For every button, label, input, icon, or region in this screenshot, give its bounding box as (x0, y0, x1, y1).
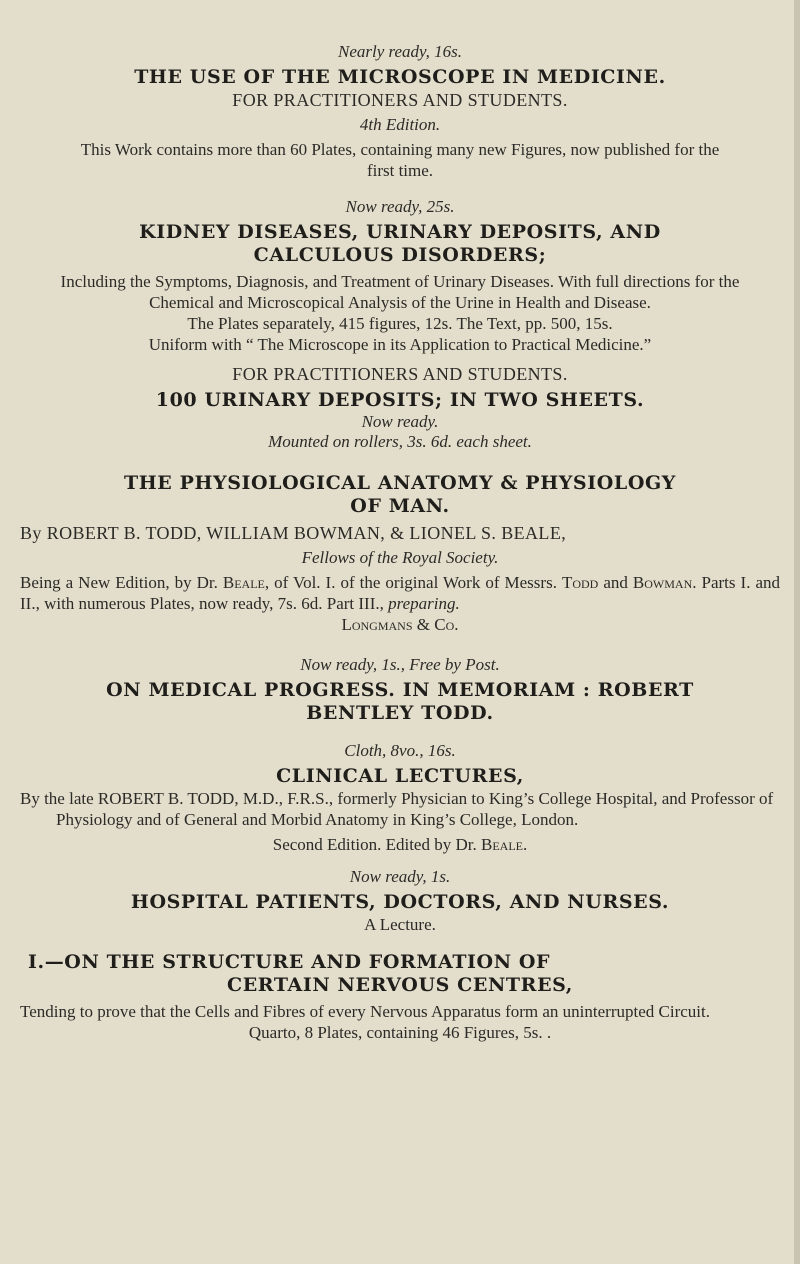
book-subtitle: A Lecture. (364, 915, 436, 934)
audience-line: FOR PRACTITIONERS AND STUDENTS. (232, 364, 568, 384)
availability-note: Now ready. (361, 412, 439, 431)
medical-progress-listing (20, 655, 780, 725)
hospital-patients-listing (20, 867, 780, 935)
description-mid: , of Vol. I. of the original Work of Messrs. (264, 573, 562, 592)
urinary-deposits-sheets-listing (20, 363, 780, 452)
book-title-line-2: CALCULOUS DISORDERS; (253, 244, 547, 266)
book-title-line-2: CERTAIN NERVOUS CENTRES, (226, 974, 574, 996)
edition-name: Beale. (480, 835, 528, 854)
book-title: THE USE OF THE MICROSCOPE IN MEDICINE. (134, 66, 666, 88)
book-title-line-1: ON MEDICAL PROGRESS. IN MEMORIAM : ROBERT (106, 679, 694, 701)
uniform-with-line: Uniform with “ The Microscope in its Application to Practical Medicine.” (148, 335, 652, 354)
book-title-line-1: THE PHYSIOLOGICAL ANATOMY & PHYSIOLOGY (124, 472, 676, 494)
book-description: Including the Symptoms, Diagnosis, and Treatment of Urinary Diseases. With full directions for the Chemical and Microscopical Analysis of the Urine in Health and Disease. (60, 272, 740, 312)
book-title: CLINICAL LECTURES, (276, 765, 524, 787)
kidney-diseases-listing (20, 197, 780, 355)
mounting-note: Mounted on rollers, 3s. 6d. each sheet. (268, 432, 532, 451)
preparing-note: preparing. (388, 594, 460, 613)
book-title: HOSPITAL PATIENTS, DOCTORS, AND NURSES. (130, 891, 670, 913)
availability-note: Now ready, 25s. (345, 197, 455, 216)
authors-line: By ROBERT B. TODD, WILLIAM BOWMAN, & LIONEL S. BEALE, (20, 523, 567, 543)
advertisement-column (20, 42, 780, 1043)
plates-price-line: Quarto, 8 Plates, containing 46 Figures, 5s. . (248, 1023, 552, 1042)
edition-text: Second Edition. Edited by Dr. (272, 835, 481, 854)
fellows-note: Fellows of the Royal Society. (301, 548, 499, 567)
book-description: This Work contains more than 60 Plates, containing many new Figures, now published for the first time. (80, 140, 720, 180)
availability-note: Now ready, 1s., Free by Post. (300, 655, 500, 674)
book-title: 100 URINARY DEPOSITS; IN TWO SHEETS. (155, 389, 645, 411)
book-description: By the late ROBERT B. TODD, M.D., F.R.S., formerly Physician to King’s College Hospital, and Professor of Physiology and of General and Morbid Anatomy in King’s College, London. (20, 789, 774, 829)
clinical-lectures-listing (20, 741, 780, 855)
plates-price-line: The Plates separately, 415 figures, 12s. The Text, pp. 500, 15s. (187, 314, 613, 333)
availability-note: Now ready, 1s. (349, 867, 451, 886)
description-start: Being a New Edition, by Dr. (20, 573, 223, 592)
book-title-line-2: OF MAN. (350, 495, 450, 517)
name-bowman: Bowman (632, 573, 693, 592)
physiological-anatomy-listing (20, 472, 780, 635)
edition-line (20, 834, 780, 855)
publisher-line: Longmans & Co. (341, 615, 459, 634)
page-edge (794, 0, 800, 1264)
book-description: Tending to prove that the Cells and Fibres of every Nervous Apparatus form an uninterrupted Circuit. (20, 1002, 710, 1021)
description-end: . Parts I. and II., with numerous Plates, now ready, 7s. 6d. Part III., (20, 573, 780, 613)
book-title-line-1: KIDNEY DISEASES, URINARY DEPOSITS, AND (139, 221, 661, 243)
and-word: and (598, 573, 633, 592)
nervous-centres-listing (20, 951, 780, 1043)
format-note: Cloth, 8vo., 16s. (344, 741, 456, 760)
book-title-line-1: I.—ON THE STRUCTURE AND FORMATION OF (28, 951, 551, 973)
book-description (20, 572, 780, 614)
microscope-in-medicine-listing (20, 42, 780, 181)
edition-note: 4th Edition. (359, 115, 441, 134)
name-todd: Todd (561, 573, 599, 592)
book-title-line-2: BENTLEY TODD. (306, 702, 494, 724)
audience-line: FOR PRACTITIONERS AND STUDENTS. (232, 90, 568, 110)
availability-note: Nearly ready, 16s. (337, 42, 463, 61)
name-beale: Beale (222, 573, 265, 592)
